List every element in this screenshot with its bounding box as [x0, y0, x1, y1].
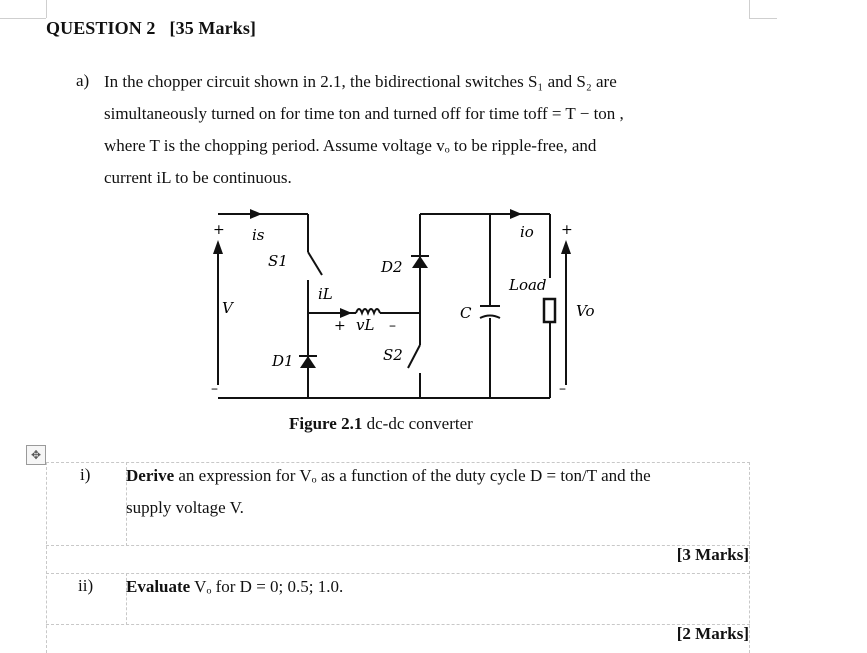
subpart-ii-text [126, 571, 749, 603]
part-a-label: a) [76, 71, 90, 90]
part-a-line-4: current iL to be continuous. [104, 168, 292, 187]
il-label: iL [318, 285, 333, 303]
table-move-handle-icon[interactable]: ✥ [26, 445, 46, 465]
table-border-left [46, 462, 47, 653]
vl-minus-label: – [389, 318, 396, 334]
figure-caption-number: Figure 2.1 [289, 414, 363, 433]
figure-caption [289, 414, 473, 434]
subpart-i-verb: Derive [126, 466, 175, 485]
load-label: Load [509, 276, 547, 294]
subpart-ii-verb: Evaluate [126, 577, 191, 596]
is-label: is [252, 226, 265, 244]
c-label: C [460, 304, 472, 322]
part-a-line-2: simultaneously turned on for time ton and turned off for time toff = T − ton , [104, 104, 624, 123]
source-minus-label: – [211, 381, 218, 397]
s1-label: S1 [268, 252, 288, 270]
s2-label: S2 [383, 346, 403, 364]
figure-caption-text: dc-dc converter [362, 414, 473, 433]
d2-label: D2 [381, 258, 403, 276]
question-marks: [35 Marks] [169, 18, 257, 38]
diode-d1-symbol [299, 356, 317, 368]
diode-d2-symbol [411, 256, 429, 268]
part-a-line-1: In the chopper circuit shown in 2.1, the bidirectional switches S₁ and S₂ are [104, 72, 617, 91]
subpart-i-marks: [3 Marks] [676, 545, 749, 564]
subpart-i-text [126, 460, 749, 524]
output-minus-label: – [559, 381, 566, 397]
vl-plus-label: + [334, 318, 346, 334]
subpart-i-line1: an expression for Vₒ as a function of the duty cycle D = ton/T and the [174, 466, 651, 485]
subpart-ii-label: ii) [78, 576, 94, 595]
subpart-i-line2: supply voltage V. [126, 498, 244, 517]
subpart-ii-line1: Vₒ for D = 0; 0.5; 1.0. [190, 577, 344, 596]
vo-label: Vo [576, 302, 595, 320]
subpart-i-label: i) [80, 465, 91, 484]
d1-label: D1 [272, 352, 294, 370]
table-border-right [749, 462, 750, 653]
source-plus-label: + [213, 222, 225, 238]
v-label: V [222, 299, 233, 317]
part-a-line-3: where T is the chopping period. Assume voltage vₒ to be ripple-free, and [104, 136, 597, 155]
io-label: io [520, 223, 534, 241]
table-border-row3 [46, 624, 750, 625]
output-plus-label: + [561, 222, 573, 238]
vl-label: vL [356, 316, 375, 334]
subpart-ii-marks: [2 Marks] [676, 624, 749, 643]
question-number: QUESTION 2 [46, 18, 156, 38]
table-border-row1 [46, 545, 750, 546]
